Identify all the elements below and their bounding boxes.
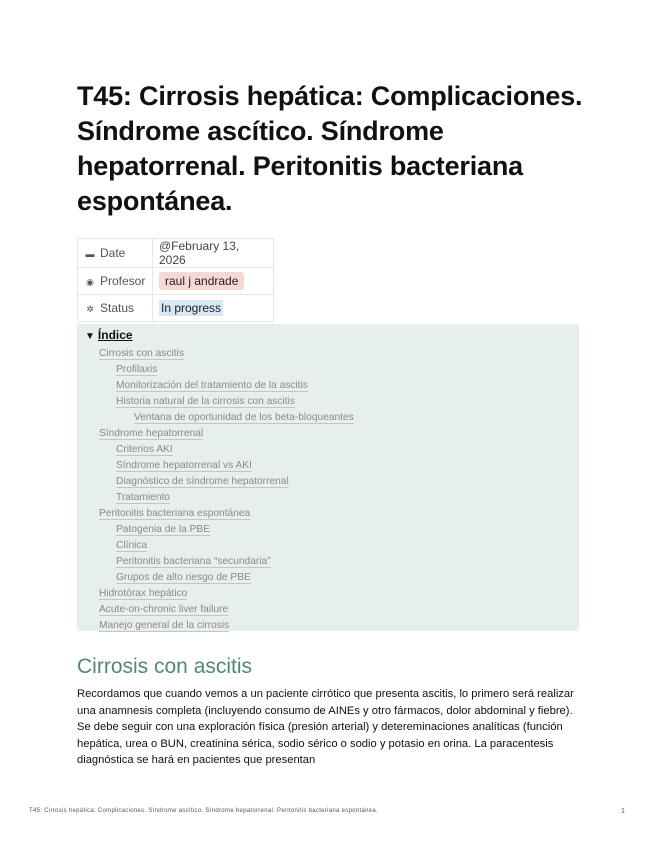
toc-item-label: Historia natural de la cirrosis con ascitis	[116, 396, 295, 407]
section-heading: Cirrosis con ascitis	[77, 655, 253, 678]
toc-item[interactable]	[85, 362, 579, 378]
page-number: 1	[621, 808, 625, 815]
property-value-date[interactable]: @February 13, 2026	[153, 239, 274, 268]
toc-item-label: Peritonitis bacteriana espontánea	[99, 508, 251, 519]
toc-item[interactable]	[85, 570, 579, 586]
person-icon: ◉	[86, 277, 94, 287]
toc-item-label: Diagnóstico de síndrome hepatorrenal	[116, 476, 289, 487]
toc-item-label: Criterios AKI	[116, 444, 173, 455]
profesor-tag[interactable]: raul j andrade	[159, 272, 244, 290]
toc-item[interactable]	[85, 378, 579, 394]
toc-item-label: Hidrotórax hepático	[99, 588, 188, 599]
status-badge[interactable]: In progress	[161, 301, 222, 315]
toc-item[interactable]	[85, 474, 579, 490]
toc-item[interactable]	[85, 458, 579, 474]
toc-item-label: Síndrome hepatorrenal vs AKI	[116, 460, 252, 471]
toc-item[interactable]	[85, 346, 579, 362]
toc-item[interactable]	[85, 410, 579, 426]
properties-table	[77, 238, 274, 322]
toc-item-label: Síndrome hepatorrenal	[99, 428, 204, 439]
toc-item-label: Ventana de oportunidad de los beta-bloqueantes	[134, 412, 354, 423]
toc-item-label: Clínica	[116, 540, 148, 551]
toc-item[interactable]	[85, 426, 579, 442]
toc-item-label: Tratamiento	[116, 492, 170, 503]
toc-item[interactable]	[85, 522, 579, 538]
toc-item[interactable]	[85, 394, 579, 410]
toc-item-label: Grupos de alto riesgo de PBE	[116, 572, 251, 583]
toc-item-label: Profilaxis	[116, 364, 158, 375]
toc-item-label: Manejo general de la cirrosis	[99, 620, 230, 631]
toc-item[interactable]	[85, 602, 579, 618]
calendar-icon: ▬	[85, 249, 95, 259]
toc-item[interactable]	[85, 442, 579, 458]
property-label: Profesor	[100, 274, 146, 288]
property-label: Date	[100, 246, 126, 260]
running-footer: T45: Cirrosis hepática: Complicaciones. Síndrome ascítico. Síndrome hepatorrenal. Peritonitis bacteriana espontánea.	[29, 808, 378, 814]
toc-list	[85, 346, 579, 634]
toc-heading: Índice	[97, 328, 133, 342]
property-row-date	[78, 239, 274, 268]
toc-item-label: Patogenia de la PBE	[116, 524, 211, 535]
property-label: Status	[100, 301, 135, 315]
toc-item-label: Cirrosis con ascitis	[99, 348, 184, 359]
toc-item[interactable]	[85, 554, 579, 570]
page-title: T45: Cirrosis hepática: Complicaciones. Síndrome ascítico. Síndrome hepatorrenal. Peritonitis bacteriana espontánea.	[77, 81, 583, 216]
status-icon: ✲	[86, 304, 94, 314]
toc-item[interactable]	[85, 506, 579, 522]
toc-item[interactable]	[85, 490, 579, 506]
toc-item-label: Peritonitis bacteriana “secundaria”	[116, 556, 271, 567]
toc-item-label: Acute-on-chronic liver failure	[99, 604, 229, 615]
toc-item[interactable]	[85, 586, 579, 602]
triangle-down-icon: ▼	[85, 331, 95, 342]
property-row-status	[78, 295, 274, 322]
toc-item[interactable]	[85, 538, 579, 554]
section-paragraph: Recordamos que cuando vemos a un paciente cirrótico que presenta ascitis, lo primero será realizar una anamnesis completa (incluyendo consumo de AINEs y otro fármacos, dolor abdominal y fiebre). Se debe seguir con una exploración física (presión arterial) y detereminaciones analíticas (función hepática, urea o BUN, creatinina sérica, sodio sérico o sodio y potasio en orina. La paracentesis diagnóstica se hará en pacientes que presentan	[77, 688, 574, 766]
toc-item[interactable]	[85, 618, 579, 634]
table-of-contents	[77, 324, 579, 631]
toc-item-label: Monitorización del tratamiento de la ascitis	[116, 380, 308, 391]
toc-toggle[interactable]	[85, 327, 579, 345]
property-row-profesor	[78, 268, 274, 295]
